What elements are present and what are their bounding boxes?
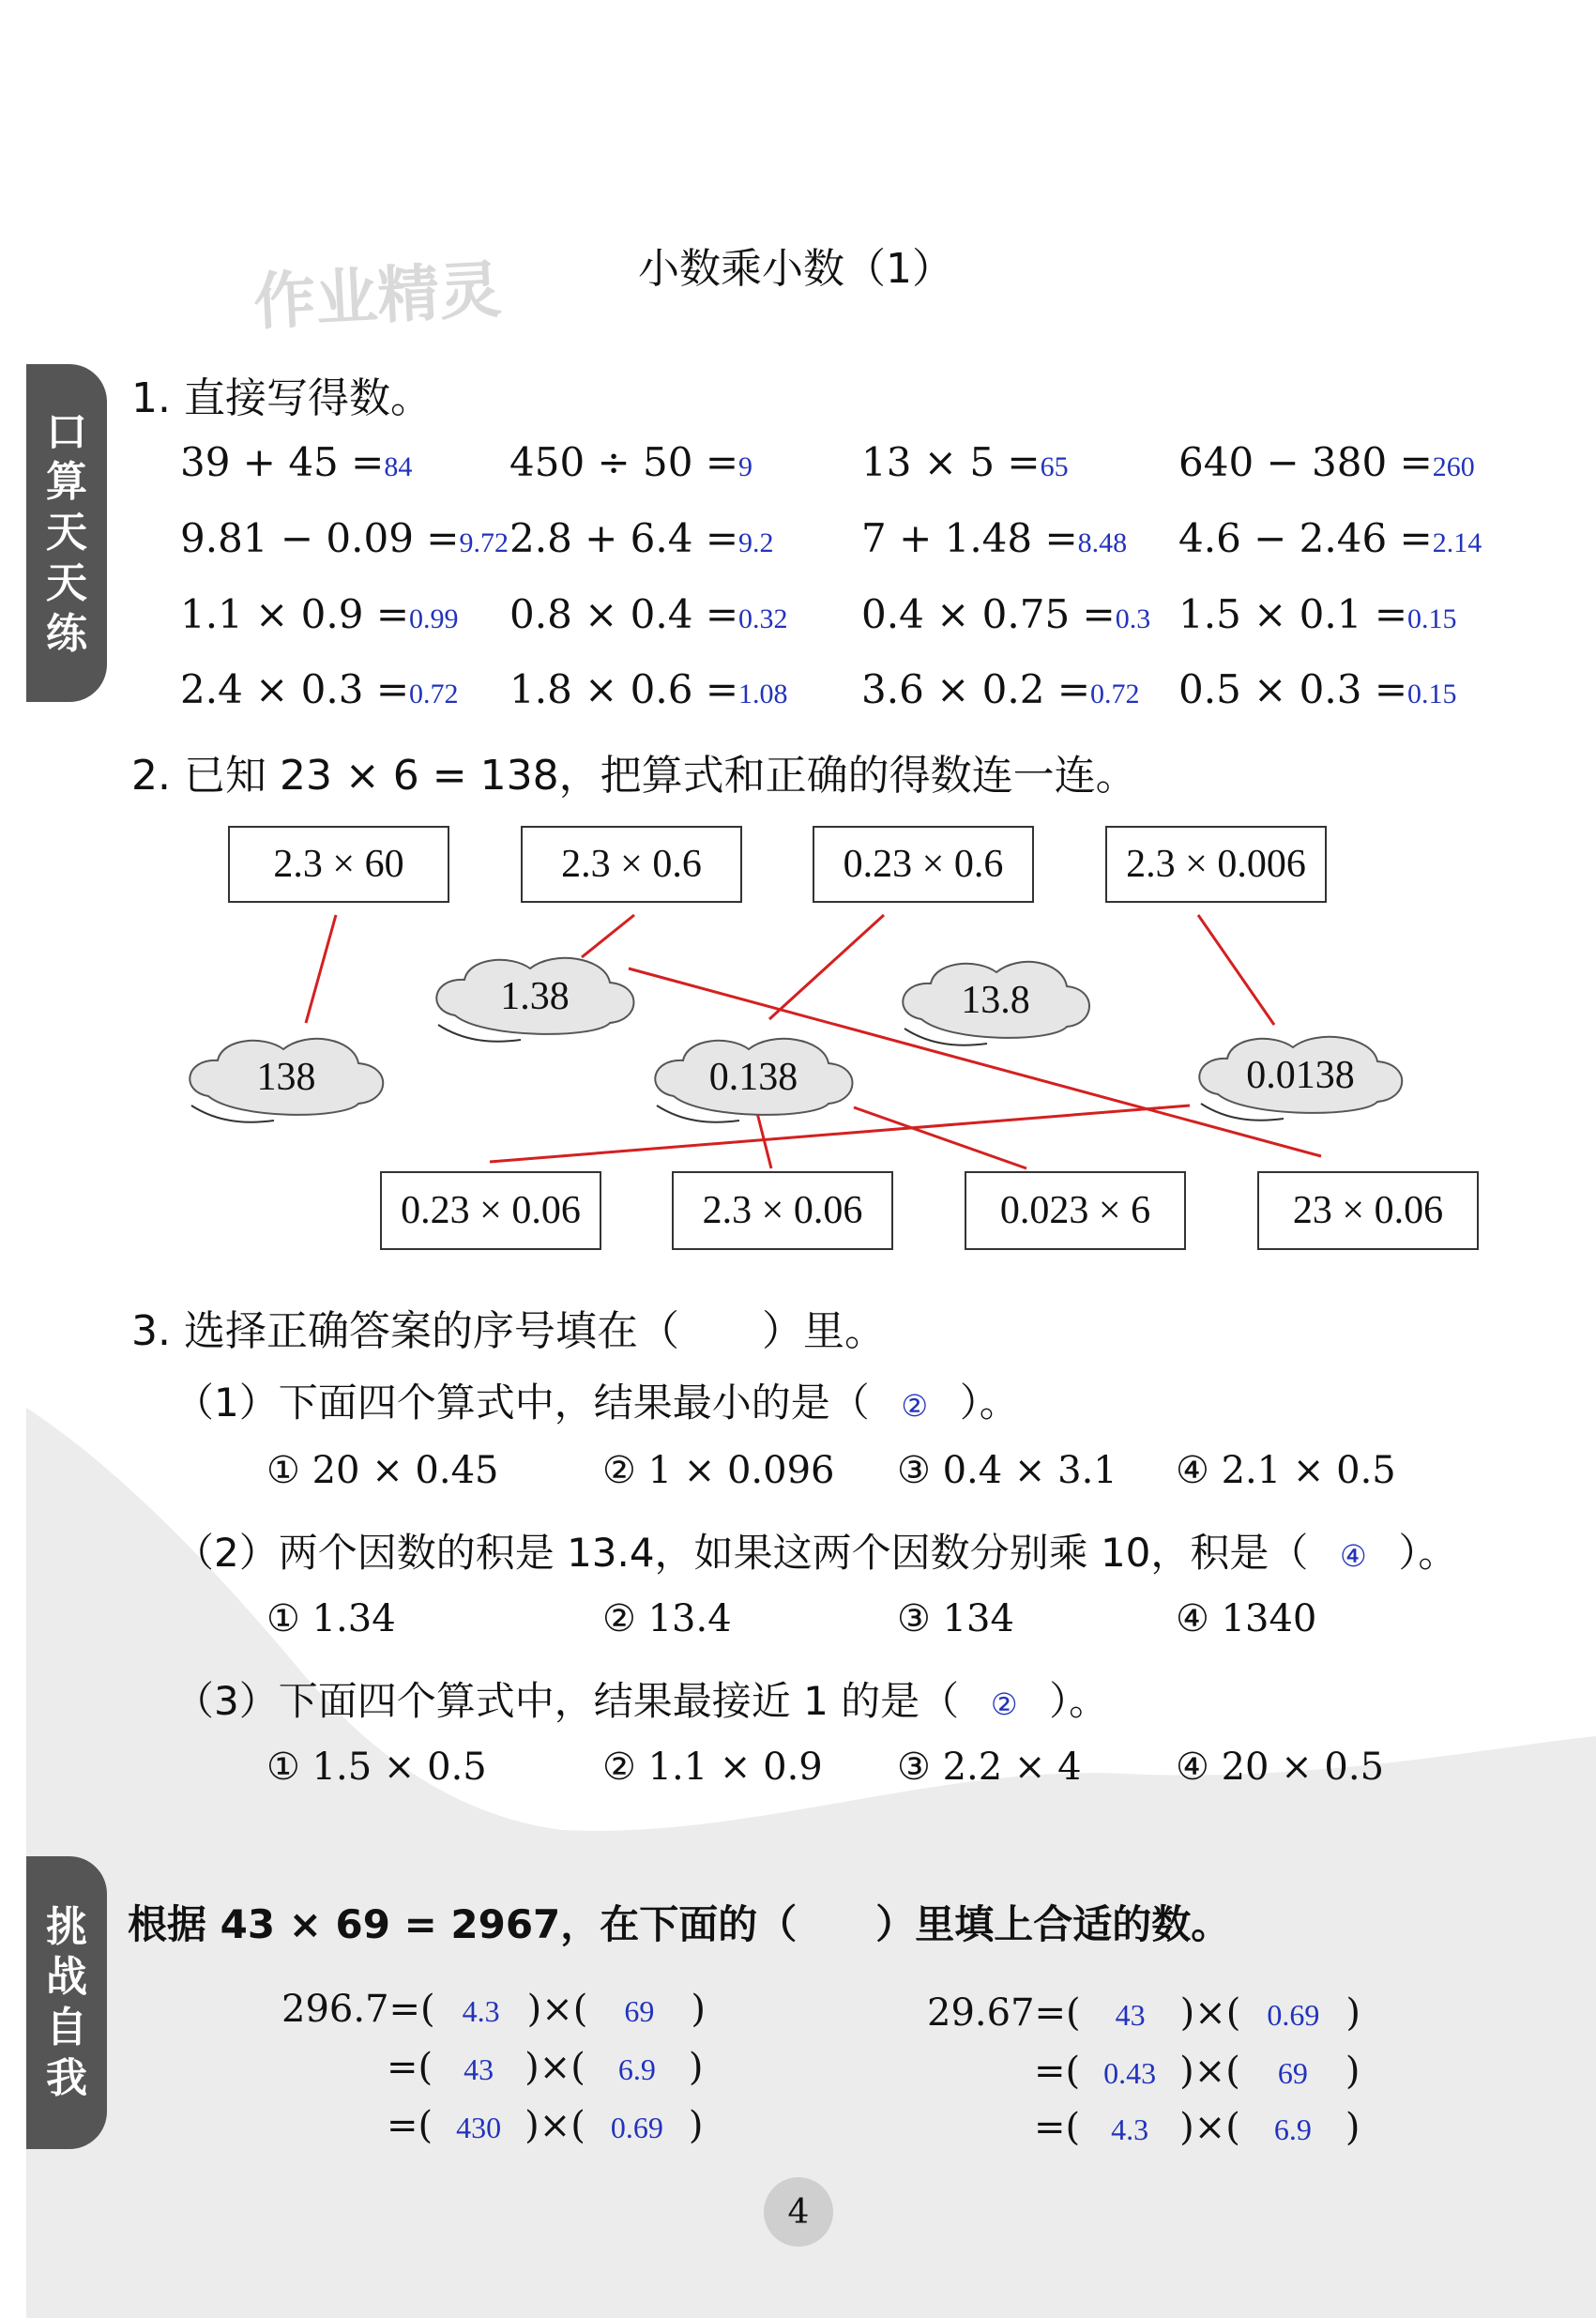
challenge-left-row: =( 430 )×( 0.69 ) [387, 2104, 704, 2147]
q1-answer: 2.14 [1432, 527, 1482, 558]
tab-char: 自 [46, 2004, 87, 2051]
q1-expr: 0.4 × 0.75 = [861, 591, 1116, 637]
answer-cloud [893, 953, 1098, 1047]
q1-answer: 260 [1432, 451, 1475, 482]
expr-box-bottom: 23 × 0.06 [1257, 1171, 1479, 1250]
blank-answer: 43 [1115, 1998, 1146, 2032]
tab-char: 挑 [46, 1902, 87, 1951]
q3-option: ① 1.5 × 0.5 [266, 1746, 487, 1789]
q1-expr: 39 + 45 = [180, 439, 385, 485]
q1-answer: 8.48 [1077, 527, 1128, 558]
tab-char: 战 [46, 1953, 87, 2002]
q1-expr: 7 + 1.48 = [861, 515, 1078, 561]
q1-answer: 0.99 [409, 603, 459, 634]
blank-answer: 6.9 [617, 2052, 656, 2086]
q1-answer: 1.08 [738, 679, 788, 709]
line-2.3x0.006-to-0.0138 [1198, 915, 1274, 1025]
expr-box-bottom: 0.023 × 6 [965, 1171, 1186, 1250]
line-2.3x60-to-138 [306, 915, 336, 1023]
q2-heading: 2. 已知 23 × 6 = 138，把算式和正确的得数连一连。 [131, 752, 1137, 800]
tab-char: 天 [46, 558, 87, 607]
page-number: 4 [764, 2177, 833, 2247]
q3-sub1-prompt [175, 1372, 1019, 1428]
expr-box-top: 2.3 × 0.006 [1105, 826, 1327, 903]
page-title: 小数乘小数（1） [638, 245, 953, 293]
cloud-value: 0.138 [708, 1056, 798, 1099]
challenge-right-row: =( 0.43 )×( 69 ) [1034, 2050, 1360, 2093]
q3-option: ③ 134 [897, 1597, 1014, 1640]
q1-answer: 0.15 [1407, 603, 1457, 634]
q3-sub-close: ）。 [1398, 1530, 1458, 1576]
q3-option: ② 1 × 0.096 [602, 1449, 835, 1492]
tab-char: 练 [46, 609, 87, 658]
watermark: 作业精灵 [251, 253, 504, 339]
q3-option: ② 13.4 [602, 1597, 732, 1640]
expr-box-bottom: 0.23 × 0.06 [380, 1171, 601, 1250]
q3-sub-answer: ② [990, 1686, 1018, 1722]
answer-cloud [427, 950, 643, 1044]
expr-box-bottom: 2.3 × 0.06 [672, 1171, 893, 1250]
q1-expr: 1.1 × 0.9 = [180, 591, 410, 637]
q1-answer: 0.72 [409, 679, 459, 709]
q1-answer: 0.15 [1407, 679, 1457, 709]
q3-option: ② 1.1 × 0.9 [602, 1746, 823, 1789]
q1-answer: 0.72 [1090, 679, 1140, 709]
q1-answer: 9 [738, 451, 753, 482]
q3-sub-label: （3）下面四个算式中，结果最接近 1 的是（ [175, 1678, 960, 1724]
q1-expr: 9.81 − 0.09 = [180, 515, 460, 561]
q3-option: ④ 20 × 0.5 [1176, 1746, 1385, 1789]
cloud-value: 13.8 [961, 979, 1030, 1022]
q1-expr: 3.6 × 0.2 = [861, 666, 1091, 712]
q3-sub-label: （2）两个因数的积是 13.4，如果这两个因数分别乘 10，积是（ [175, 1530, 1309, 1576]
challenge-lhs: 29.67 [927, 1991, 1035, 2035]
tab-char: 我 [46, 2053, 87, 2102]
q1-expr: 0.8 × 0.4 = [509, 591, 739, 637]
tab-char: 口 [46, 407, 87, 456]
q1-expr: 450 ÷ 50 = [509, 439, 739, 485]
q1-answer: 0.32 [738, 603, 788, 634]
answer-cloud [180, 1030, 392, 1124]
q3-sub3-prompt [175, 1670, 1108, 1727]
q3-option: ① 1.34 [266, 1597, 396, 1640]
blank-answer: 4.3 [462, 1994, 500, 2028]
blank-answer: 0.69 [1267, 1998, 1320, 2032]
challenge-right-row: =( 4.3 )×( 6.9 ) [1034, 2106, 1360, 2149]
q3-option: ④ 1340 [1176, 1597, 1317, 1640]
line-0.023x6-to-0.138 [854, 1107, 1026, 1168]
q3-sub-answer: ② [901, 1388, 929, 1424]
cloud-value: 0.0138 [1246, 1054, 1355, 1097]
q1-heading: 1. 直接写得数。 [131, 374, 432, 422]
q3-sub-answer: ④ [1340, 1538, 1367, 1574]
q1-expr: 1.8 × 0.6 = [509, 666, 739, 712]
q1-expr: 640 − 380 = [1178, 439, 1433, 485]
q3-sub-close: ）。 [1049, 1678, 1109, 1724]
q1-answer: 9.72 [459, 527, 509, 558]
q1-answer: 0.3 [1115, 603, 1151, 634]
q1-expr: 13 × 5 = [861, 439, 1041, 485]
q3-option: ④ 2.1 × 0.5 [1176, 1449, 1396, 1492]
blank-answer: 69 [624, 1994, 655, 2028]
q3-sub-label: （1）下面四个算式中，结果最小的是（ [175, 1380, 870, 1426]
q3-option: ③ 2.2 × 4 [897, 1746, 1082, 1789]
q1-answer: 84 [384, 451, 413, 482]
blank-answer: 43 [464, 2052, 494, 2086]
expr-box-top: 2.3 × 60 [228, 826, 449, 903]
tab-challenge [26, 1856, 107, 2149]
challenge-right-row: 29.67=( 43 )×( 0.69 ) [927, 1991, 1360, 2035]
challenge-left-row: =( 43 )×( 6.9 ) [387, 2046, 704, 2089]
cloud-value: 1.38 [500, 975, 570, 1018]
blank-answer: 430 [456, 2111, 502, 2144]
q3-sub-close: ）。 [959, 1380, 1019, 1426]
expr-box-top: 2.3 × 0.6 [521, 826, 742, 903]
challenge-lhs: 296.7 [281, 1988, 389, 2031]
expr-box-top: 0.23 × 0.6 [813, 826, 1034, 903]
q1-answer: 65 [1040, 451, 1069, 482]
blank-answer: 0.43 [1103, 2056, 1157, 2090]
q1-expr: 1.5 × 0.1 = [1178, 591, 1408, 637]
blank-answer: 4.3 [1111, 2112, 1149, 2146]
cloud-value: 138 [256, 1056, 316, 1099]
blank-answer: 6.9 [1273, 2112, 1312, 2146]
blank-answer: 0.69 [610, 2111, 663, 2144]
q3-heading: 3. 选择正确答案的序号填在（ ）里。 [131, 1307, 886, 1355]
answer-cloud [1190, 1029, 1411, 1122]
q3-sub2-prompt [175, 1522, 1457, 1578]
line-0.23x0.6-to-0.138 [769, 915, 884, 1019]
q1-expr: 0.5 × 0.3 = [1178, 666, 1408, 712]
q1-answer: 9.2 [738, 527, 774, 558]
challenge-left-row: 296.7=( 4.3 )×( 69 ) [281, 1988, 706, 2031]
challenge-heading: 根据 43 × 69 = 2967，在下面的（ ）里填上合适的数。 [128, 1901, 1231, 1947]
q3-option: ③ 0.4 × 3.1 [897, 1449, 1117, 1492]
answer-cloud [646, 1030, 861, 1124]
q1-expr: 2.8 + 6.4 = [509, 515, 739, 561]
blank-answer: 69 [1277, 2056, 1308, 2090]
q1-expr: 4.6 − 2.46 = [1178, 515, 1433, 561]
tab-char: 算 [46, 458, 87, 507]
q3-option: ① 20 × 0.45 [266, 1449, 499, 1492]
tab-char: 天 [46, 509, 87, 557]
q1-expr: 2.4 × 0.3 = [180, 666, 410, 712]
